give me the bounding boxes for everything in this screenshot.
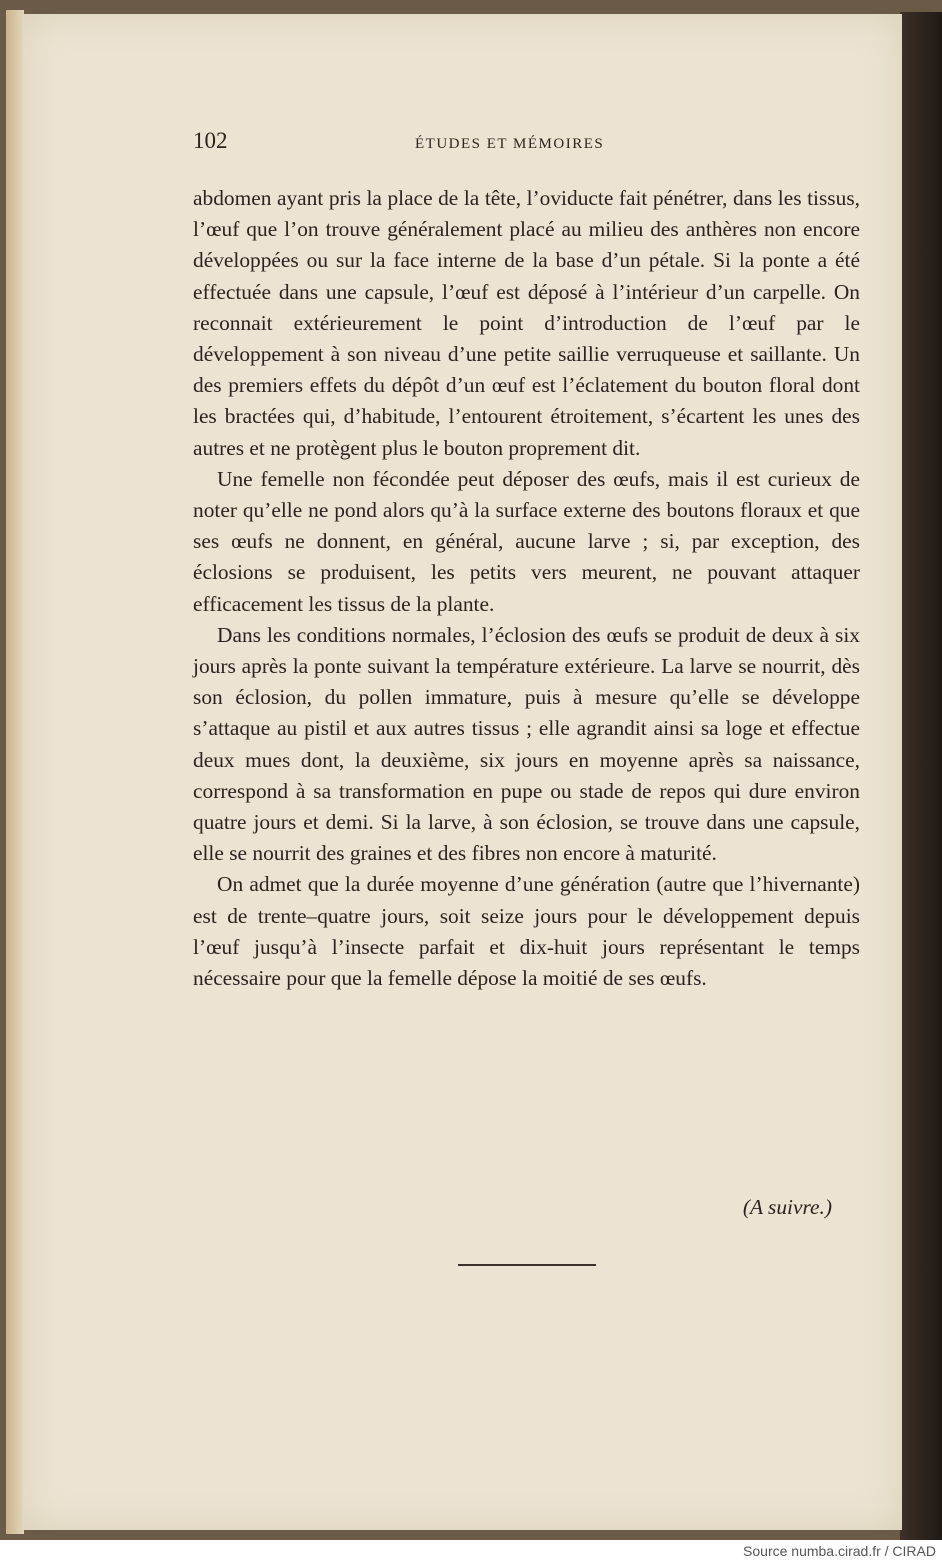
paragraph: On admet que la durée moyenne d’une génération (autre que l’hivernante) est de trente–quatre jours, soit seize jours pour le développement depuis l’œuf jusqu’à l’insecte parfait et dix-huit jours représentant le temps nécessaire pour que la femelle dépose la moitié de ses œufs. [193, 872, 860, 991]
paragraph: Dans les conditions normales, l’éclosion des œufs se produit de deux à six jours après la ponte suivant la température extérieure. La larve se nourrit, dès son éclosion, du pollen immature, puis à mesure qu’elle se développe s’attaque au pistil et aux autres tissus ; elle agrandit ainsi sa loge et effectue deux mues dont, la deuxième, six jours en moyenne après sa naissance, correspond à sa transformation en pupe ou stade de repos qui dure environ quatre jours et demi. Si la larve, à son éclosion, se trouve dans une capsule, elle se nourrit des graines et des fibres non encore à maturité. [193, 622, 860, 866]
running-title: ÉTUDES ET MÉMOIRES [415, 136, 605, 152]
page-number: 102 [193, 128, 228, 153]
continuation-note: (A suivre.) [742, 1195, 832, 1219]
body-text [193, 183, 860, 994]
book-cover-edge [900, 12, 942, 1540]
running-head [193, 128, 860, 164]
source-caption: Source numba.cirad.fr / CIRAD [743, 1543, 936, 1559]
paragraph: abdomen ayant pris la place de la tête, l’oviducte fait pénétrer, dans les tissus, l’œuf que l’on trouve généralement placé au milieu des anthères non encore développées ou sur la face interne de la base d’un pétale. Si la ponte a été effectuée dans une capsule, l’œuf est déposé à l’intérieur d’un carpelle. On reconnait extérieurement le point d’introduction de l’œuf par le développement à son niveau d’une petite saillie verruqueuse et saillante. Un des premiers effets du dépôt d’un œuf est l’éclatement du bouton floral dont les bractées qui, d’habitude, l’entourent étroitement, s’écartent les unes des autres et ne protègent plus le bouton proprement dit. [193, 186, 860, 460]
paragraph: Une femelle non fécondée peut déposer des œufs, mais il est curieux de noter qu’elle ne pond alors qu’à la surface externe des boutons floraux et que ses œufs ne donnent, en général, aucune larve ; si, par exception, des éclosions se produisent, les petits vers meurent, ne pouvant attaquer efficacement les tissus de la plante. [193, 466, 860, 616]
end-rule [458, 1264, 596, 1266]
